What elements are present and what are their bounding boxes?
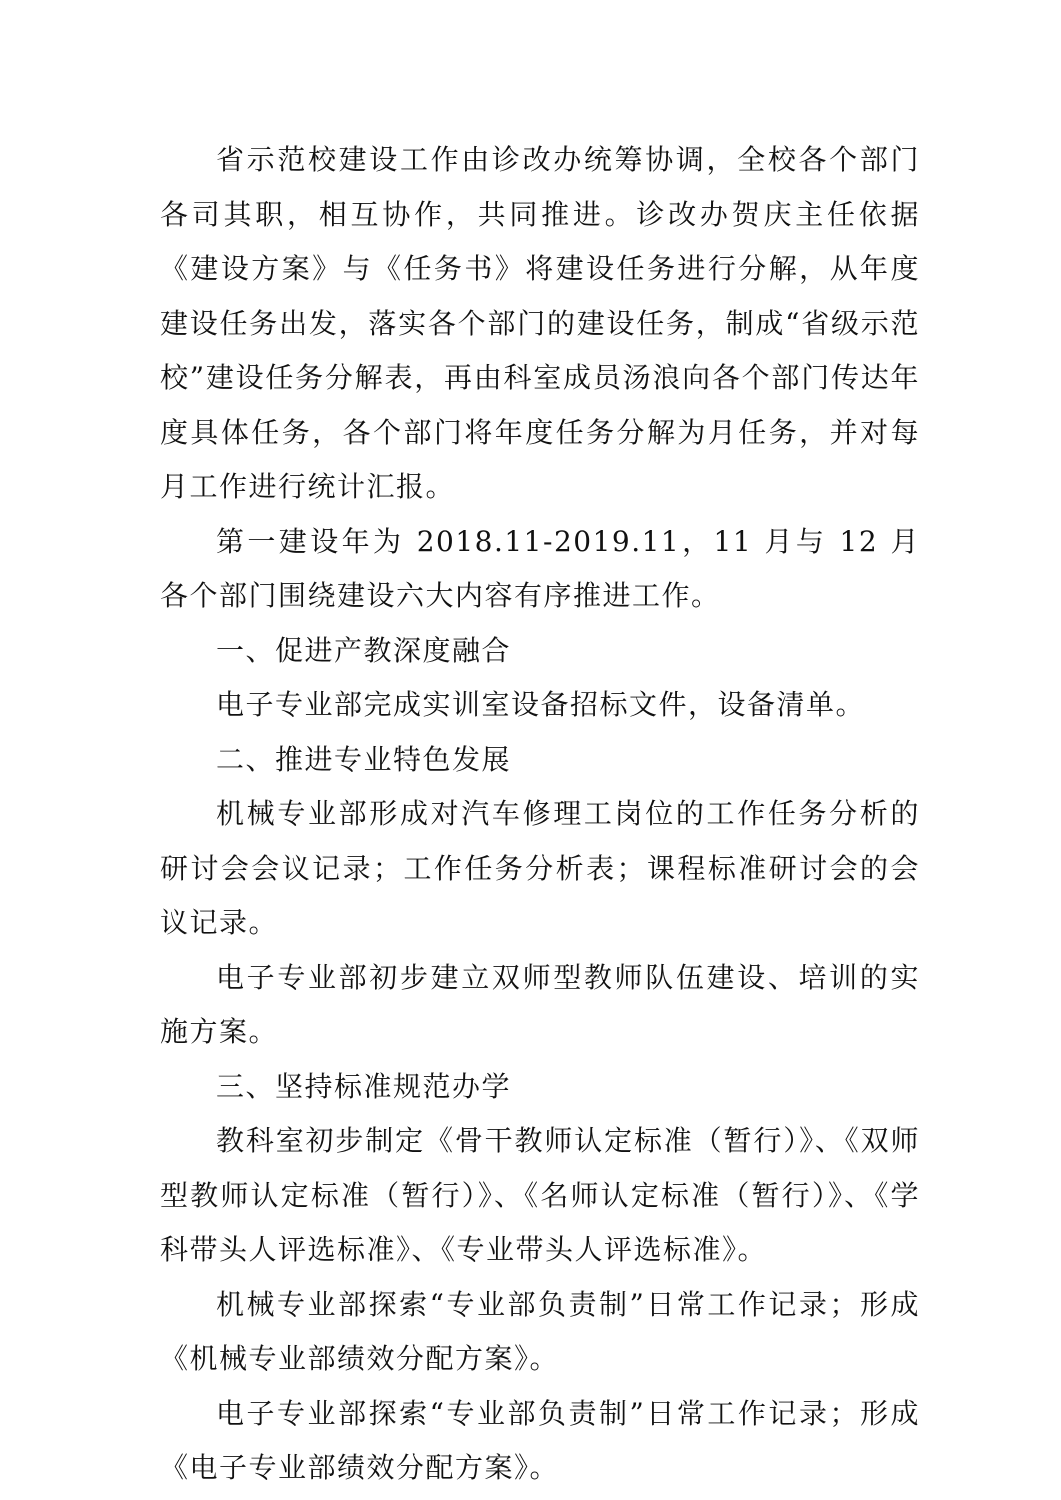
paragraph-first-year: 第一建设年为 2018.11-2019.11，11 月与 12 月各个部门围绕建设六大内容有序推进工作。 <box>160 524 920 612</box>
paragraph-teaching-standards: 教科室初步制定《骨干教师认定标准（暂行）》、《双师型教师认定标准（暂行）》、《名师认定标准（暂行）》、《学科带头人评选标准》、《专业带头人评选标准》。 <box>160 1124 920 1266</box>
paragraph-mechanical-responsibility: 机械专业部探索“专业部负责制”日常工作记录；形成《机械专业部绩效分配方案》。 <box>160 1287 920 1375</box>
section-heading-1: 一、促进产教深度融合 <box>216 633 512 667</box>
paragraph-intro: 省示范校建设工作由诊改办统筹协调，全校各个部门各司其职，相互协作，共同推进。诊改办贺庆主任依据《建设方案》与《任务书》将建设任务进行分解，从年度建设任务出发，落实各个部门的建设任务，制成“省级示范校”建设任务分解表，再由科室成员汤浪向各个部门传达年度具体任务，各个部门将年度任务分解为月任务，并对每月工作进行统计汇报。 <box>160 143 920 503</box>
paragraph-electronics-responsibility: 电子专业部探索“专业部负责制”日常工作记录；形成《电子专业部绩效分配方案》。 <box>160 1396 920 1484</box>
document-body <box>160 133 920 1496</box>
paragraph-electronics-bidding: 电子专业部完成实训室设备招标文件，设备清单。 <box>216 688 866 721</box>
section-heading-3: 三、坚持标准规范办学 <box>216 1069 512 1103</box>
paragraph-electronics-teachers: 电子专业部初步建立双师型教师队伍建设、培训的实施方案。 <box>160 960 920 1048</box>
section-heading-2: 二、推进专业特色发展 <box>216 742 512 776</box>
paragraph-mechanical-analysis: 机械专业部形成对汽车修理工岗位的工作任务分析的研讨会会议记录；工作任务分析表；课程标准研讨会的会议记录。 <box>160 797 920 939</box>
